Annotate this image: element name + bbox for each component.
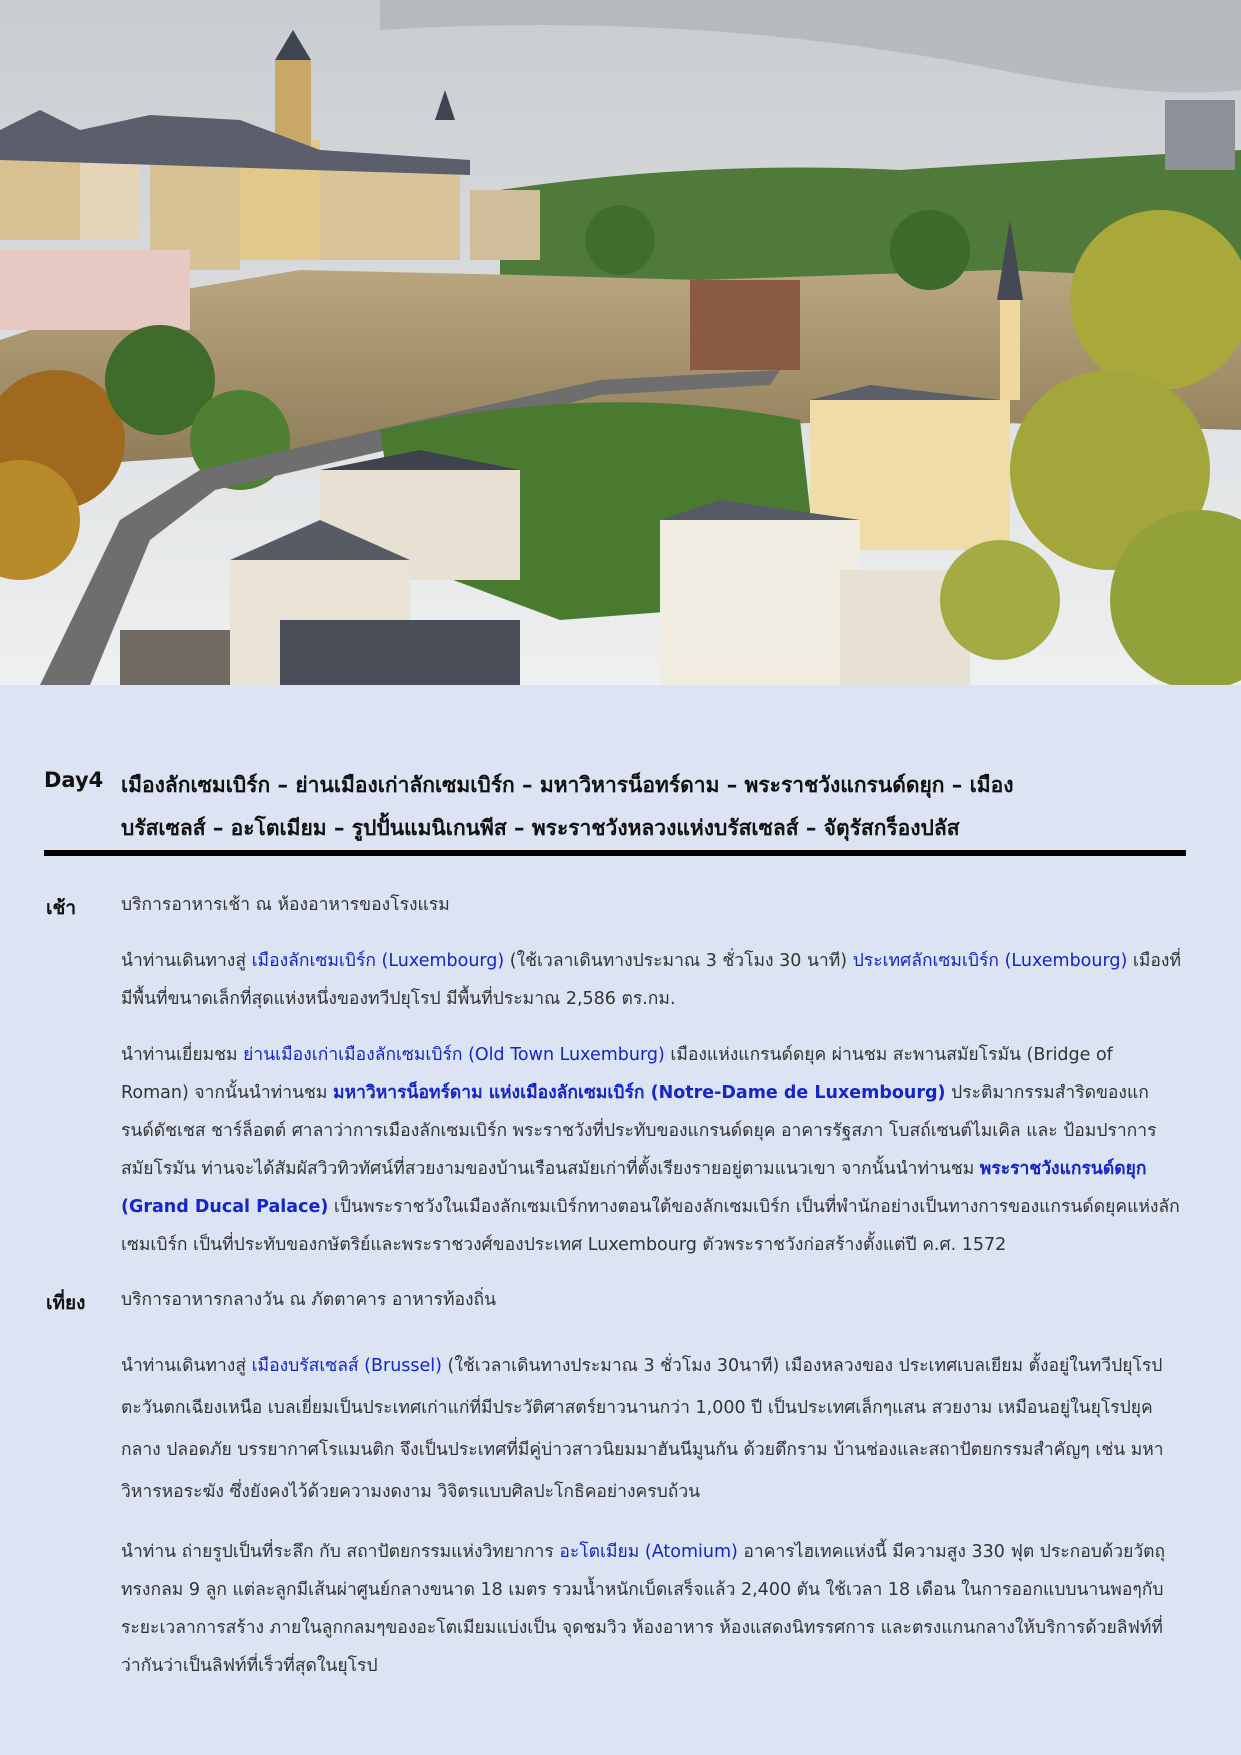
link-grand-ducal-palace: พระราชวังแกรนด์ดยุก (Grand Ducal Palace) [121, 1159, 1147, 1217]
link-luxembourg-country: ประเทศลักเซมเบิร์ก (Luxembourg) [852, 951, 1128, 971]
paragraph-brussels: นำท่านเดินทางสู่ เมืองบรัสเซลส์ (Brussel) (ใช้เวลาเดินทางประมาณ 3 ชั่วโมง 30นาที) เมืองหลวงของ ประเทศเบลเยียม ตั้งอยู่ในทวีปยุโรปตะวันตกเฉียงเหนือ เบลเยี่ยมเป็นประเทศเก่าแก่ที่มีประวัติศาสตร์ยาวนานกว่า 1,000 ปี เป็นประเทศเล็กๆแสน สวยงาม เหมือนอยู่ในยุโรปยุคกลาง ปลอดภัย บรรยากาศโรแมนติก จึงเป็นประเทศที่มีคู่บ่าวสาวนิยมมาฮันนีมูนกัน ด้วยตึกราม บ้านช่องและสถาปัตยกรรมสำคัญๆ เช่น มหาวิหารหอระฆัง ซึ่งยังคงไว้ด้วยความงดงาม วิจิตรแบบศิลปะโกธิคอย่างครบถ้วน [121, 1356, 1164, 1502]
paragraph-luxembourg-intro: นำท่านเดินทางสู่ เมืองลักเซมเบิร์ก (Luxembourg) (ใช้เวลาเดินทางประมาณ 3 ชั่วโมง 30 นาที) ประเทศลักเซมเบิร์ก (Luxembourg) เมืองที่มีพื้นที่ขนาดเล็กที่สุดแห่งหนึ่งของทวีปยุโรป มีพื้นที่ประมาณ 2,586 ตร.กม. [121, 951, 1181, 1009]
link-atomium: อะโตเมียม (Atomium) [559, 1542, 738, 1562]
breakfast-text: บริการอาหารเช้า ณ ห้องอาหารของโรงแรม [121, 895, 450, 915]
day-label: Day4 [44, 768, 104, 792]
link-brussels: เมืองบรัสเซลส์ (Brussel) [251, 1356, 442, 1376]
paragraph-atomium: นำท่าน ถ่ายรูปเป็นที่ระลึก กับ สถาปัตยกรรมแห่งวิทยาการ อะโตเมียม (Atomium) อาคารไฮเทคแห่งนี้ มีความสูง 330 ฟุต ประกอบด้วยวัตถุทรงกลม 9 ลูก แต่ละลูกมีเส้นผ่าศูนย์กลางขนาด 18 เมตร รวมน้ำหนักเบ็ดเสร็จแล้ว 2,400 ตัน ใช้เวลา 18 เดือน ในการออกแบบนานพอๆกับระยะเวลาการสร้าง ภายในลูกกลมๆของอะโตเมียมแบ่งเป็น จุดชมวิว ห้องอาหาร ห้องแสดงนิทรรศการ และตรงแกนกลางให้บริการด้วยลิฟท์ที่ว่ากันว่าเป็นลิฟท์ที่เร็วที่สุดในยุโรป [121, 1542, 1166, 1676]
day-title-line2: บรัสเซลส์ – อะโตเมียม – รูปปั้นแมนิเกนพีส – พระราชวังหลวงแห่งบรัสเซลส์ – จัตุรัสกร็องปลัส [121, 816, 960, 840]
lunch-text: บริการอาหารกลางวัน ณ ภัตตาคาร อาหารท้องถิ่น [121, 1290, 497, 1310]
link-old-town: ย่านเมืองเก่าเมืองลักเซมเบิร์ก (Old Town Luxemburg) [243, 1045, 665, 1065]
hero-photo-luxembourg [0, 0, 1241, 685]
header-divider [44, 850, 1186, 856]
paragraph-old-town: นำท่านเยี่ยมชม ย่านเมืองเก่าเมืองลักเซมเบิร์ก (Old Town Luxemburg) เมืองแห่งแกรนด์ดยุค ผ่านชม สะพานสมัยโรมัน (Bridge of Roman) จากนั้นนำท่านชม มหาวิหารน็อทร์ดาม แห่งเมืองลักเซมเบิร์ก (Notre-Dame de Luxembourg) ประติมากรรมสำริดของแกรนด์ดัชเชส ชาร์ล็อตต์ ศาลาว่าการเมืองลักเซมเบิร์ก พระราชวังที่ประทับของแกรนด์ดยุค อาคารรัฐสภา โบสถ์เซนต์ไมเคิล และ ป้อมปราการสมัยโรมัน ท่านจะได้สัมผัสวิวทิวทัศน์ที่สวยงามของบ้านเรือนสมัยเก่าที่ตั้งเรียงรายอยู่ตามแนวเขา จากนั้นนำท่านชม พระราชวังแกรนด์ดยุก (Grand Ducal Palace) เป็นพระราชวังในเมืองลักเซมเบิร์กทางตอนใต้ของลักเซมเบิร์ก เป็นที่พำนักอย่างเป็นทางการของแกรนด์ดยุคแห่งลักเซมเบิร์ก เป็นที่ประทับของกษัตริย์และพระราชวงศ์ของประเทศ Luxembourg ตัวพระราชวังก่อสร้างตั้งแต่ปี ค.ศ. 1572 [121, 1045, 1180, 1255]
meal-label-morning: เช้า [46, 897, 77, 919]
meal-label-noon: เที่ยง [46, 1292, 86, 1314]
link-notre-dame: มหาวิหารน็อทร์ดาม แห่งเมืองลักเซมเบิร์ก (Notre-Dame de Luxembourg) [333, 1083, 946, 1103]
day-title [121, 764, 1181, 850]
day-title-line1: เมืองลักเซมเบิร์ก – ย่านเมืองเก่าลักเซมเบิร์ก – มหาวิหารน็อทร์ดาม – พระราชวังแกรนด์ดยุก – เมือง [121, 773, 1014, 797]
link-luxembourg-city: เมืองลักเซมเบิร์ก (Luxembourg) [251, 951, 505, 971]
